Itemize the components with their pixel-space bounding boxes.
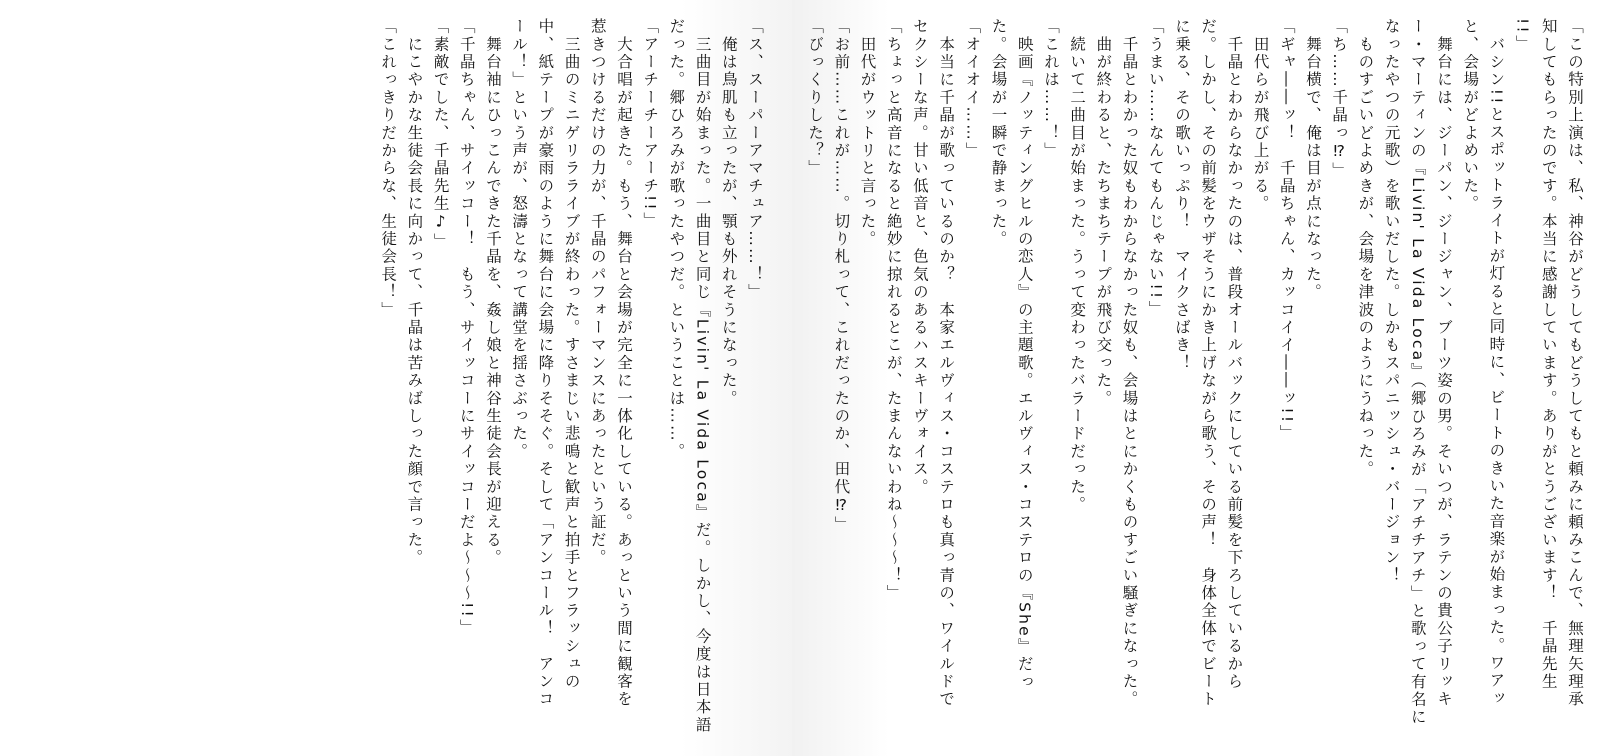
text-line: !!」 bbox=[1513, 18, 1532, 53]
text-line: 田代らが飛び上がる。 bbox=[1251, 18, 1270, 213]
text-line: 俺は鳥肌も立ったが、顎も外れそうになった。 bbox=[719, 18, 738, 408]
text-line: 舞台には、ジーパン、ジージャン、ブーツ姿の男。そいつが、ラテンの貴公子リッキ bbox=[1434, 18, 1453, 709]
text-line: 「この特別上演は、私、神谷がどうしてもどうしてもと頼みに頼みこんで、無理矢理承 bbox=[1566, 18, 1584, 709]
text-line: ール！」という声が、怒濤となって講堂を揺さぶった。 bbox=[510, 18, 529, 461]
text-line: 舞台袖にひっこんできた千晶を、姦し娘と神谷生徒会長が迎える。 bbox=[483, 18, 502, 567]
text-line: 「オイオイ……」 bbox=[963, 18, 982, 160]
text-line: なったやつの元歌）を歌いだした。しかもスパニッシュ・バージョン！ bbox=[1382, 18, 1401, 585]
text-line: 「びっくりした？」 bbox=[806, 18, 825, 178]
text-line: だった。郷ひろみが歌ったやつだ。ということは……。 bbox=[667, 18, 686, 461]
left-page-text bbox=[18, 18, 768, 740]
text-line: 知してもらったのです。本当に感謝しています。ありがとうございます！ 千晶先生 bbox=[1539, 18, 1558, 691]
text-line: だ。しかし、その前髪をウザそうにかき上げながら歌う、その声！ 身体全体でビート bbox=[1199, 18, 1218, 709]
text-line: 大合唱が起きた。もう、舞台と会場が完全に一体化している。あっという間に観客を bbox=[614, 18, 633, 709]
text-line: 「ちょっと高音になると絶妙に掠れるとこが、たまんないわね～～～！」 bbox=[884, 18, 903, 603]
text-line: 「お前……これが……。切り札って、これだったのか、田代⁉」 bbox=[832, 18, 851, 534]
text-line: 「ギャ――ッ！ 千晶ちゃん、カッコイイ――ッ!!」 bbox=[1277, 18, 1296, 442]
text-line: 千晶とわからなかったのは、普段オールバックにしている前髪を下ろしているから bbox=[1225, 18, 1244, 691]
text-line: 「ち……千晶っ⁉」 bbox=[1330, 18, 1349, 180]
text-line: 続いて二曲目が始まった。うって変わったバラードだった。 bbox=[1068, 18, 1087, 514]
right-page-text bbox=[806, 18, 1588, 740]
text-line: 「素敵でした、千晶先生♪」 bbox=[431, 18, 450, 251]
text-line: 曲が終わると、たちまちテープが飛び交った。 bbox=[1094, 18, 1113, 408]
text-line: 惹きつけるだけの力が、千晶のパフォーマンスにあったという証だ。 bbox=[588, 18, 607, 567]
text-line: 三曲のミニゲリラライブが終わった。すさまじい悲鳴と歓声と拍手とフラッシュの bbox=[562, 18, 581, 691]
text-line: 本当に千晶が歌っているのか？ 本家エルヴィス・コステロも真っ青の、ワイルドで bbox=[937, 18, 956, 709]
text-line: 「うまい……なんてもんじゃない!!」 bbox=[1146, 18, 1165, 319]
text-line: 田代がウットリと言った。 bbox=[858, 18, 877, 249]
text-line: 「これは……！」 bbox=[1041, 18, 1060, 160]
text-line: 映画『ノッティングヒルの恋人』の主題歌。エルヴィス・コステロの『She』だっ bbox=[1015, 18, 1034, 691]
text-line: 三曲目が始まった。一曲目と同じ『Livin' La Vida Loca』だ。しかし、今度は日本語 bbox=[693, 18, 712, 734]
text-line: ものすごいどよめきが、会場を津波のようにうねった。 bbox=[1356, 18, 1375, 479]
text-line: セクシーな声。甘い低音と、色気のあるハスキーヴォイス。 bbox=[910, 18, 929, 496]
text-line: バシン!!とスポットライトが灯ると同時に、ビートのきいた音楽が始まった。ワアッ bbox=[1487, 18, 1506, 708]
text-line: た。会場が一瞬で静まった。 bbox=[989, 18, 1008, 249]
text-line: と、会場がどよめいた。 bbox=[1461, 18, 1480, 213]
text-line: 「アーチーチーアーチ!!」 bbox=[641, 18, 660, 230]
text-line: に乗る、その歌いっぷり！ マイクさばき！ bbox=[1172, 18, 1191, 372]
text-line: ー・マーティンの『Livin' La Vida Loca』（郷ひろみが「アチチアチ」と歌って有名に bbox=[1408, 18, 1427, 727]
text-line: 「千晶ちゃん、サイッコー！ もう、サイッコーにサイッコーだよ～～～!!」 bbox=[457, 18, 476, 637]
text-line: 千晶とわかった奴もわからなかった奴も、会場はとにかくものすごい騒ぎになった。 bbox=[1120, 18, 1139, 709]
text-line: 「ス、スーパーアマチュア……！」 bbox=[746, 18, 764, 302]
text-line: にこやかな生徒会長に向かって、千晶は苦みばしった顔で言った。 bbox=[405, 18, 424, 567]
text-line: 「これっきりだからな、生徒会長！」 bbox=[379, 18, 398, 319]
text-line: 中、紙テープが豪雨のように舞台に会場に降りそそぐ。そして「アンコール！ アンコ bbox=[536, 18, 555, 709]
text-line: 舞台横で、俺は目が点になった。 bbox=[1303, 18, 1322, 302]
